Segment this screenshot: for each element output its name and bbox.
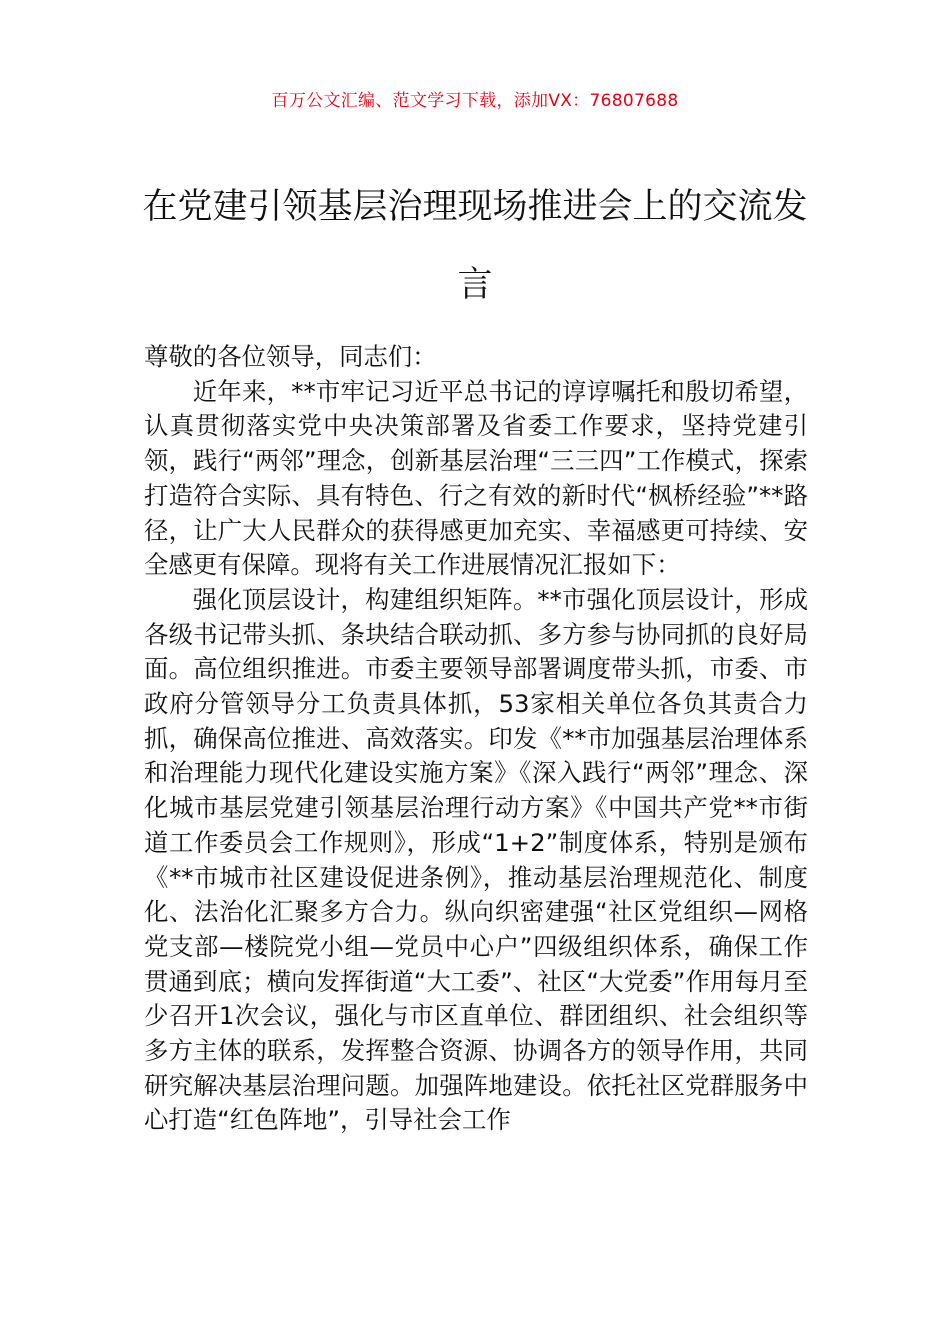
body-paragraph-1: 近年来，**市牢记习近平总书记的谆谆嘱托和殷切希望，认真贯彻落实党中央决策部署及省委工作要求，坚持党建引领，践行“两邻”理念，创新基层治理“三三四”工作模式，探索打造符合实际、具有特色、行之有效的新时代“枫桥经验”**路径，让广大人民群众的获得感更加充实、幸福感更可持续、安全感更有保障。现将有关工作进展情况汇报如下： bbox=[144, 376, 808, 580]
document-body bbox=[144, 340, 808, 1138]
body-paragraph-2: 强化顶层设计，构建组织矩阵。**市强化顶层设计，形成各级书记带头抓、条块结合联动抓、多方参与协同抓的良好局面。高位组织推进。市委主要领导部署调度带头抓，市委、市政府分管领导分工负责具体抓，53家相关单位各负其责合力抓，确保高位推进、高效落实。印发《**市加强基层治理体系和治理能力现代化建设实施方案》《深入践行“两邻”理念、深化城市基层党建引领基层治理行动方案》《中国共产党**市街道工作委员会工作规则》，形成“1+2”制度体系，特别是颁布《**市城市社区建设促进条例》，推动基层治理规范化、制度化、法治化汇聚多方合力。纵向织密建强“社区党组织—网格党支部—楼院党小组—党员中心户”四级组织体系，确保工作贯通到底；横向发挥街道“大工委”、社区“大党委”作用每月至少召开1次会议，强化与市区直单位、群团组织、社会组织等多方主体的联系，发挥整合资源、协调各方的领导作用，共同研究解决基层治理问题。加强阵地建设。依托社区党群服务中心打造“红色阵地”，引导社会工作 bbox=[144, 584, 808, 1135]
salutation: 尊敬的各位领导，同志们： bbox=[144, 342, 437, 371]
header-watermark-note: 百万公文汇编、范文学习下载，添加VX：76807688 bbox=[271, 91, 679, 111]
document-title: 在党建引领基层治理现场推进会上的交流发言 bbox=[142, 187, 808, 305]
